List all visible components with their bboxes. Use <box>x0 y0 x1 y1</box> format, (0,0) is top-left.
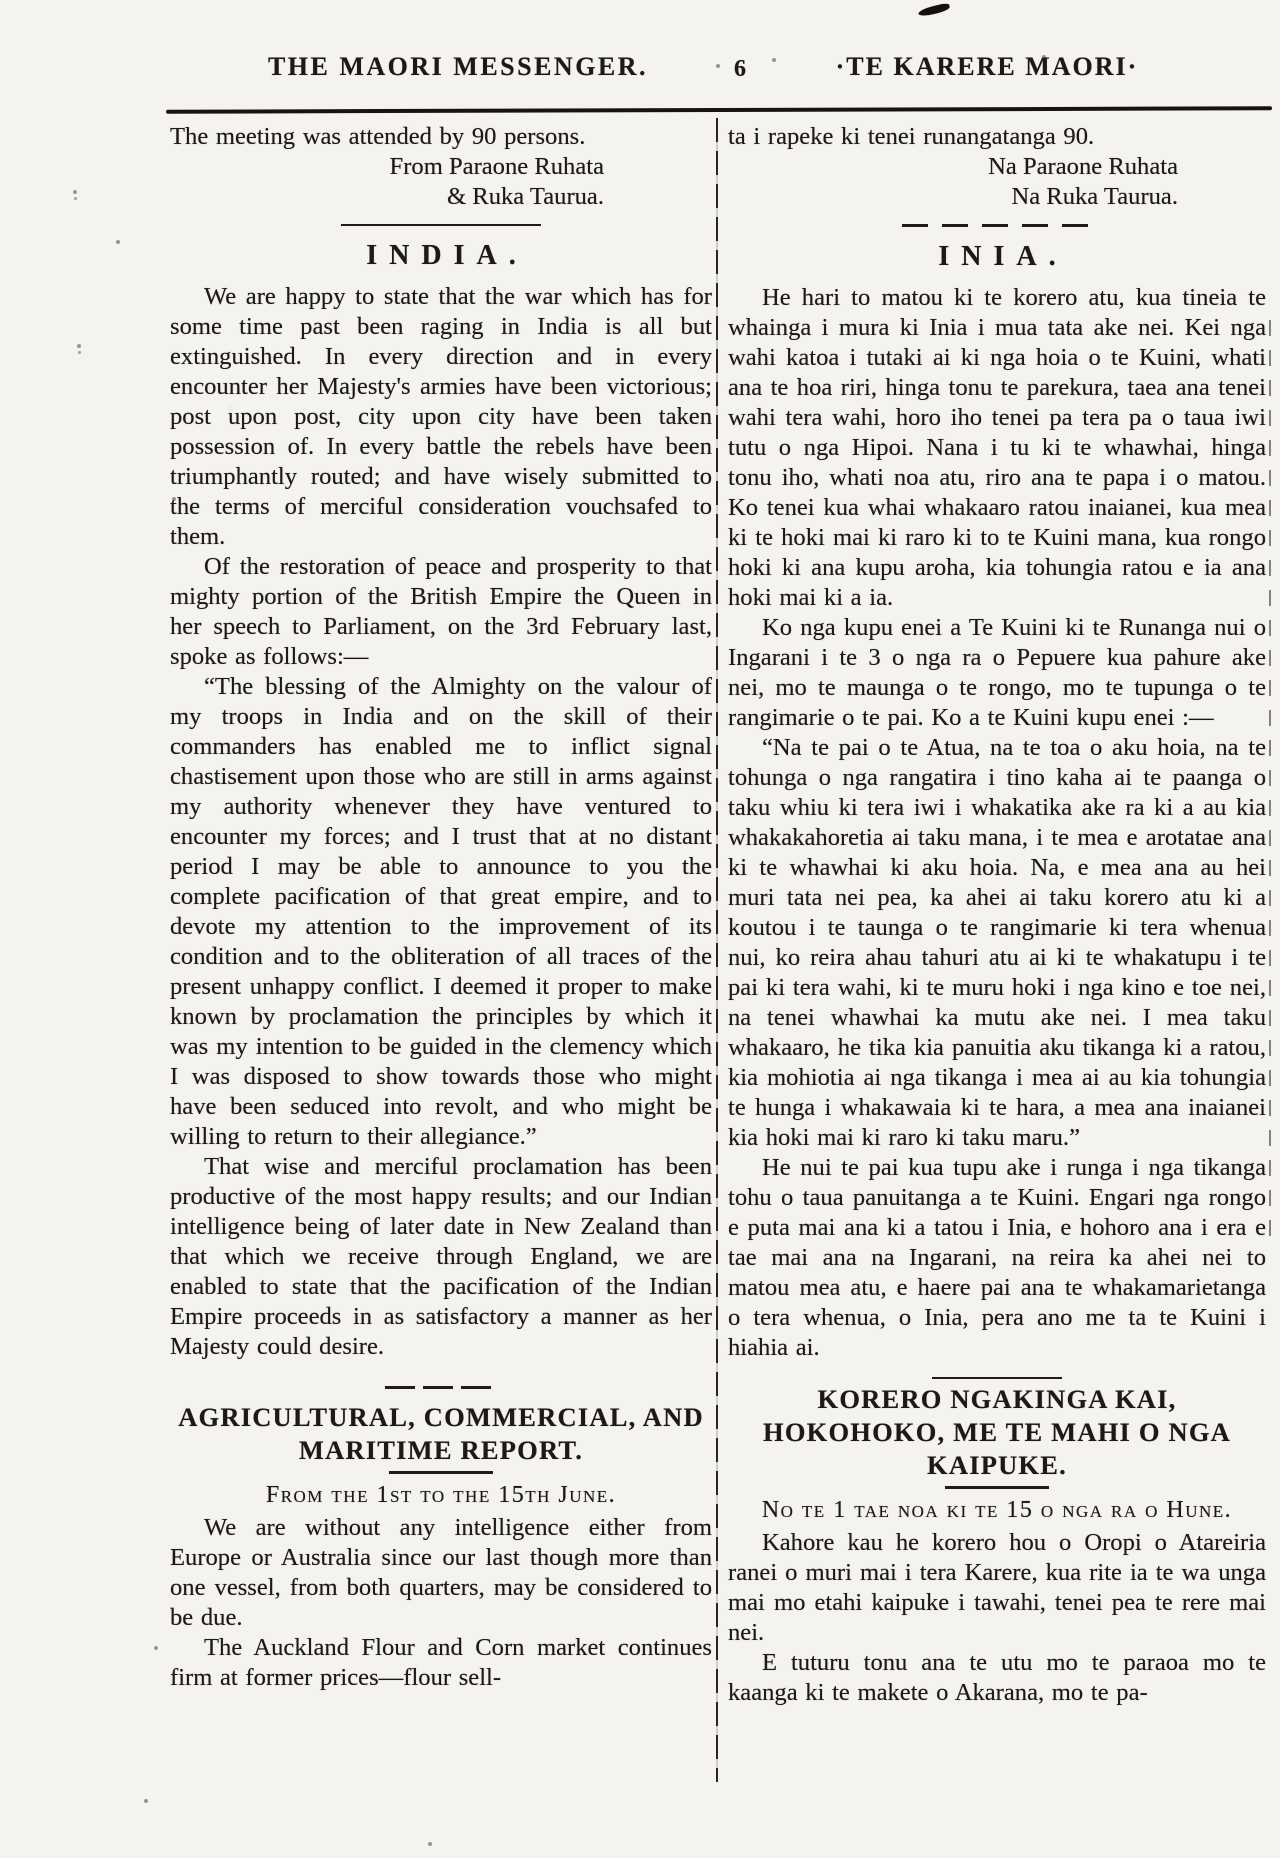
heading-rule <box>945 1486 1049 1489</box>
paragraph: We are happy to state that the war which has for some time past been raging in India is all but extinguished. In every direction and in every encounter her Majesty's armies have been victorious; post upon post, city upon city have been taken possession of. In every battle the rebels have been triumphantly routed; and have wisely submitted to the terms of merciful consideration vouchsafed to them. <box>170 283 712 550</box>
scan-speck <box>77 344 81 348</box>
byline-line: & Ruka Taurua. <box>447 183 604 210</box>
scan-speck <box>1042 55 1046 59</box>
right-column-maori <box>728 122 1266 1708</box>
paragraph: Ko nga kupu enei a Te Kuini ki te Runanga nui o Ingarani i te 3 o nga ra o Pepuere kua pahure ake nei, mo te maunga o te rongo, mo te tupunga o te rangimarie o te pai. Ko a te Kuini kupu enei :— <box>728 613 1266 731</box>
subheading-date-range: From the 1st to the 15th June. <box>265 1482 617 1508</box>
paragraph: He hari to matou ki te korero atu, kua tineia te whainga i mura ki Inia i mua tata ake nei. Kei nga wahi katoa i tutaki ai ki nga hoia o te Kuini, whati ana te hoa riri, hinga tonu te parekura, taea ana tenei wahi tera wahi, horo iho tenei pa tera pa o taua iwi tutu o nga Hipoi. Nana i tu ki te whawhai, hinga tonu iho, whati noa atu, riro ana te papa i o matou. Ko tenei kua whai whakaaro ratou inaianei, kua mea ki te hoki mai ki raro ki to te Kuini mana, kua rongo hoki ki ana kupu aroha, kia tohungia ratou e ia ana hoki mai ki a ia. <box>728 283 1266 611</box>
section-rule <box>902 224 1092 227</box>
paragraph: We are without any intelligence either from Europe or Australia since our last though more than one vessel, from both quarters, may be considered to be due. <box>170 1514 712 1631</box>
byline-block <box>170 152 712 212</box>
scan-speck <box>144 1799 148 1803</box>
masthead-title-maori: ·TE KARERE MAORI· <box>835 52 1139 81</box>
subheading-date-range: No te 1 tae noa ki te 15 o nga ra o Hune. <box>761 1496 1233 1523</box>
byline-line: Na Paraone Ruhata <box>988 153 1178 180</box>
section-rule <box>385 1386 497 1389</box>
scan-ink-smudge <box>918 2 951 18</box>
page-number: 6 <box>734 56 746 82</box>
paragraph: Of the restoration of peace and prosperity to that mighty portion of the British Empire the Queen in her speech to Parliament, on the 3rd February last, spoke as follows:— <box>170 553 712 670</box>
heading-korero-report: KORERO NGAKINGA KAI, HOKOHOKO, ME TE MAHI O NGA KAIPUKE. <box>763 1383 1231 1480</box>
heading-rule <box>389 1471 493 1474</box>
scan-speck <box>772 58 776 62</box>
scan-speck <box>172 497 176 501</box>
paragraph: That wise and merciful proclamation has been productive of the most happy results; and our Indian intelligence being of later date in New Zealand than that which we receive through England, we are enabled to state that the pacification of the Indian Empire proceeds in as satisfactory a manner as her Majesty could desire. <box>170 1153 712 1360</box>
left-column-english <box>170 122 712 1693</box>
continuation-line: The meeting was attended by 90 persons. <box>170 123 586 150</box>
masthead-rule <box>166 106 1272 113</box>
page-edge-artifact <box>1269 320 1271 1250</box>
heading-agricultural-report: AGRICULTURAL, COMMERCIAL, AND MARITIME REPORT. <box>178 1402 704 1465</box>
byline-line: From Paraone Ruhata <box>389 153 604 180</box>
heading-inia: INIA. <box>938 240 1068 272</box>
paragraph: E tuturu tonu ana te utu mo te paraoa mo te kaanga ki te makete o Akarana, mo te pa- <box>728 1648 1266 1706</box>
byline-line: Na Ruka Taurua. <box>1011 183 1178 210</box>
continuation-line: ta i rapeke ki tenei runangatanga 90. <box>728 123 1095 150</box>
paragraph: “The blessing of the Almighty on the valour of my troops in India and on the skill of their commanders has enabled me to inflict signal chastisement upon those who are still in arms against my authority whenever they have ventured to encounter my forces; and I trust that at no distant period I may be able to announce to you the complete pacification of that great empire, and to devote my attention to the improvement of its condition and to the obliteration of all traces of the present unhappy conflict. I deemed it proper to make known by proclamation the principles by which it was my intention to be guided in the clemency which I was disposed to show towards those who might have been seduced into revolt, and who might be willing to return to their allegiance.” <box>170 673 712 1150</box>
heading-india: INDIA. <box>366 240 528 271</box>
scan-speck <box>716 64 720 68</box>
paragraph: The Auckland Flour and Corn market continues firm at former prices—flour sell- <box>170 1634 712 1691</box>
section-rule <box>932 1377 1062 1379</box>
paragraph: “Na te pai o te Atua, na te toa o aku hoia, na te tohunga o nga rangatira i tino kaha ai te paanga o taku whiu ki tera iwi i whakatika ake ra ki a au kia whakakahoretia ai taku mana, i te mea e arotatae ana ki te whawhai ki aku hoia. Na, e mea ana au hei muri tata nei pea, ka ahei ai taku korero atu ki a koutou i te taunga o te rangimarie ki tera whenua nui, ko reira ahau tahuri atu ai ki te whakatupu i te pai ki tera wahi, ki te muru hoki i nga kino e toe nei, na tenei whawhai ka mutu ake nei. I mea taku whakaaro, he tika kia panuitia aku tikanga ki a ratou, kia mohiotia ai nga tikanga i mea ai au kia tohungia te hunga i whakawaia ki te hara, a mea ana inaianei kia hoki mai ki raro ki taku maru.” <box>728 733 1266 1151</box>
scan-speck <box>154 1646 158 1650</box>
paragraph: He nui te pai kua tupu ake i runga i nga tikanga tohu o taua panuitanga a te Kuini. Engari nga rongo e puta mai ana ki a tatou i Inia, e hohoro ana i era e tae mai ana na Ingarani, na reira ka ahei nei to matou mea atu, e haere pai ana te whakamarietanga o tera whenua, o Inia, pera ano me ta te Kuini i hiahia ai. <box>728 1153 1266 1361</box>
scan-speck <box>116 240 120 244</box>
section-rule <box>341 224 541 226</box>
scan-speck <box>73 190 77 194</box>
byline-block <box>728 152 1266 212</box>
masthead-title-english: THE MAORI MESSENGER. <box>267 52 649 81</box>
scan-speck <box>428 1842 432 1846</box>
paragraph: Kahore kau he korero hou o Oropi o Atareiria ranei o muri mai i tera Karere, kua rite ia te wa unga mai mo etahi kaipuke i tawahi, tenei pea te rere mai nei. <box>728 1528 1266 1646</box>
column-divider-rule <box>716 118 718 1782</box>
